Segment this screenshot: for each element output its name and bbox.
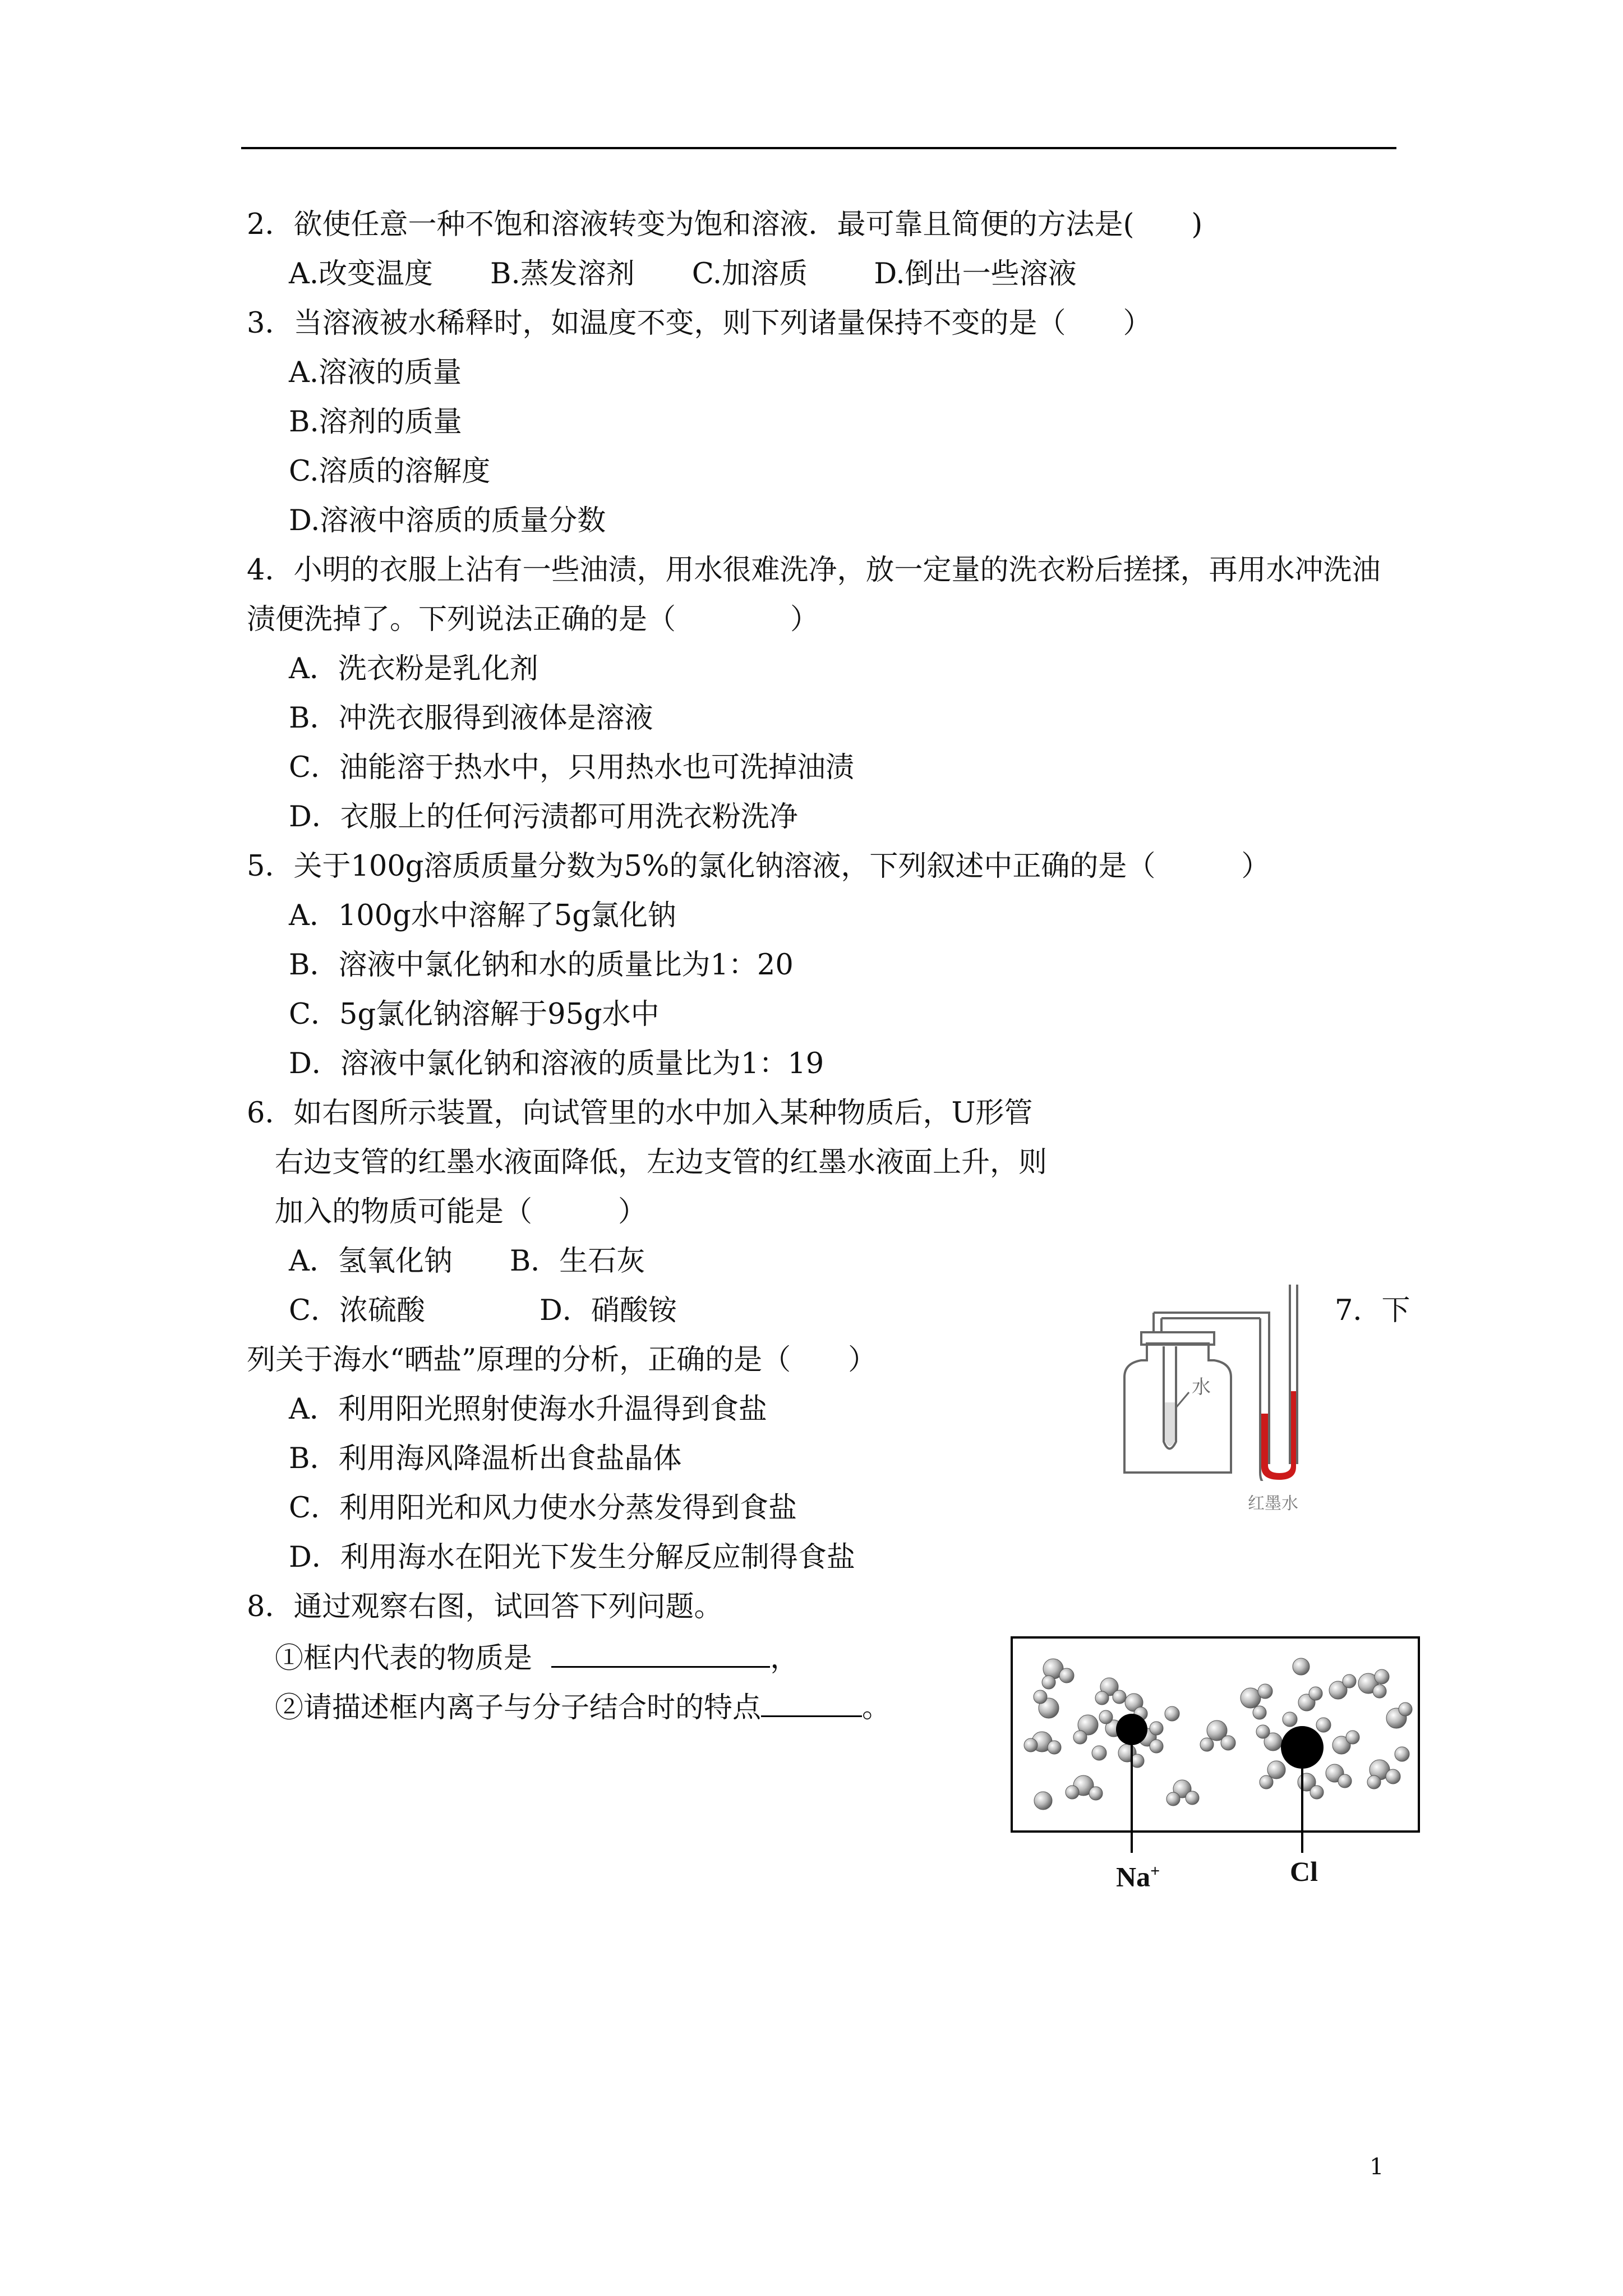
q6-stem-line2: 右边支管的红墨水液面降低，左边支管的红墨水液面上升，则 <box>275 1146 1048 1179</box>
q8-sub1-text: ①框内代表的物质是 <box>275 1642 533 1675</box>
q8-answer-blank-2[interactable] <box>761 1688 862 1717</box>
q8-sub1 <box>275 1639 799 1676</box>
q7-stem: 列关于海水“晒盐”原理的分析，正确的是（ ） <box>247 1343 877 1377</box>
q8-sub2 <box>275 1688 891 1726</box>
q4-option-d: D．衣服上的任何污渍都可用洗衣粉洗净 <box>289 800 798 834</box>
q8-sub2-text: ②请描述框内离子与分子结合时的特点 <box>275 1691 762 1724</box>
q8-sub2-end: 。 <box>862 1691 891 1724</box>
q5-stem: 5．关于100g溶质质量分数为5%的氯化钠溶液，下列叙述中正确的是（ ） <box>247 850 1270 883</box>
water-molecules <box>1024 1658 1412 1810</box>
q5-option-a: A．100g水中溶解了5g氯化钠 <box>289 899 676 932</box>
q2-options: A.改变温度 B.蒸发溶剂 C.加溶质 D.倒出一些溶液 <box>289 257 1077 291</box>
q2-stem: 2．欲使任意一种不饱和溶液转变为饱和溶液．最可靠且简便的方法是( ) <box>247 208 1203 241</box>
q6-apparatus-figure <box>1113 1273 1321 1481</box>
q7-option-b: B．利用海风降温析出食盐晶体 <box>289 1442 682 1475</box>
q6-options-ab: A．氢氧化钠 B．生石灰 <box>289 1245 645 1278</box>
q3-option-d: D.溶液中溶质的质量分数 <box>289 504 606 537</box>
q4-option-c: C．油能溶于热水中，只用热水也可洗掉油渍 <box>289 751 855 784</box>
q6-options-cd: C．浓硫酸 D．硝酸铵 <box>289 1294 677 1327</box>
q5-option-d: D．溶液中氯化钠和溶液的质量比为1：19 <box>289 1047 824 1080</box>
q3-stem: 3．当溶液被水稀释时，如温度不变，则下列诸量保持不变的是（ ） <box>247 307 1152 340</box>
q8-stem: 8．通过观察右图，试回答下列问题。 <box>247 1590 723 1623</box>
q7-option-c: C．利用阳光和风力使水分蒸发得到食盐 <box>289 1492 797 1525</box>
q6-stem-line3: 加入的物质可能是（ ） <box>275 1195 647 1228</box>
na-ion-label <box>1116 1854 1160 1894</box>
q4-stem-line1: 4．小明的衣服上沾有一些油渍，用水很难洗净，放一定量的洗衣粉后搓揉，再用水冲洗油 <box>247 554 1381 587</box>
q7-lead: 7．下 <box>1335 1294 1410 1327</box>
q8-answer-blank-1[interactable] <box>551 1639 770 1668</box>
q5-option-c: C．5g氯化钠溶解于95g水中 <box>289 998 660 1031</box>
q6-figure-red-ink-label: 红墨水 <box>1248 1494 1298 1513</box>
q4-option-b: B．冲洗衣服得到液体是溶液 <box>289 702 653 735</box>
q7-option-d: D．利用海水在阳光下发生分解反应制得食盐 <box>289 1541 855 1574</box>
page-number: 1 <box>1370 2154 1384 2180</box>
header-rule <box>241 147 1396 149</box>
q8-ion-hydration-figure <box>1009 1635 1430 1882</box>
q5-option-b: B．溶液中氯化钠和水的质量比为1：20 <box>289 949 794 982</box>
q4-stem-line2: 渍便洗掉了。下列说法正确的是（ ） <box>247 603 819 636</box>
q6-stem-line1: 6．如右图所示装置，向试管里的水中加入某种物质后，U形管 <box>247 1097 1033 1130</box>
chloride-ion <box>1281 1726 1324 1769</box>
q3-option-b: B.溶剂的质量 <box>289 406 462 439</box>
q8-sub1-end: ， <box>770 1642 799 1675</box>
q7-option-a: A．利用阳光照射使海水升温得到食盐 <box>289 1393 767 1426</box>
sodium-ion <box>1116 1714 1147 1745</box>
na-charge: + <box>1150 1862 1160 1880</box>
cl-ion-label: Cl <box>1290 1856 1318 1887</box>
q6-figure-water-label: 水 <box>1192 1376 1211 1398</box>
na-label-text: Na <box>1116 1861 1151 1893</box>
q3-option-a: A.溶液的质量 <box>289 356 462 389</box>
q4-option-a: A．洗衣粉是乳化剂 <box>289 652 538 685</box>
q3-option-c: C.溶质的溶解度 <box>289 455 491 488</box>
